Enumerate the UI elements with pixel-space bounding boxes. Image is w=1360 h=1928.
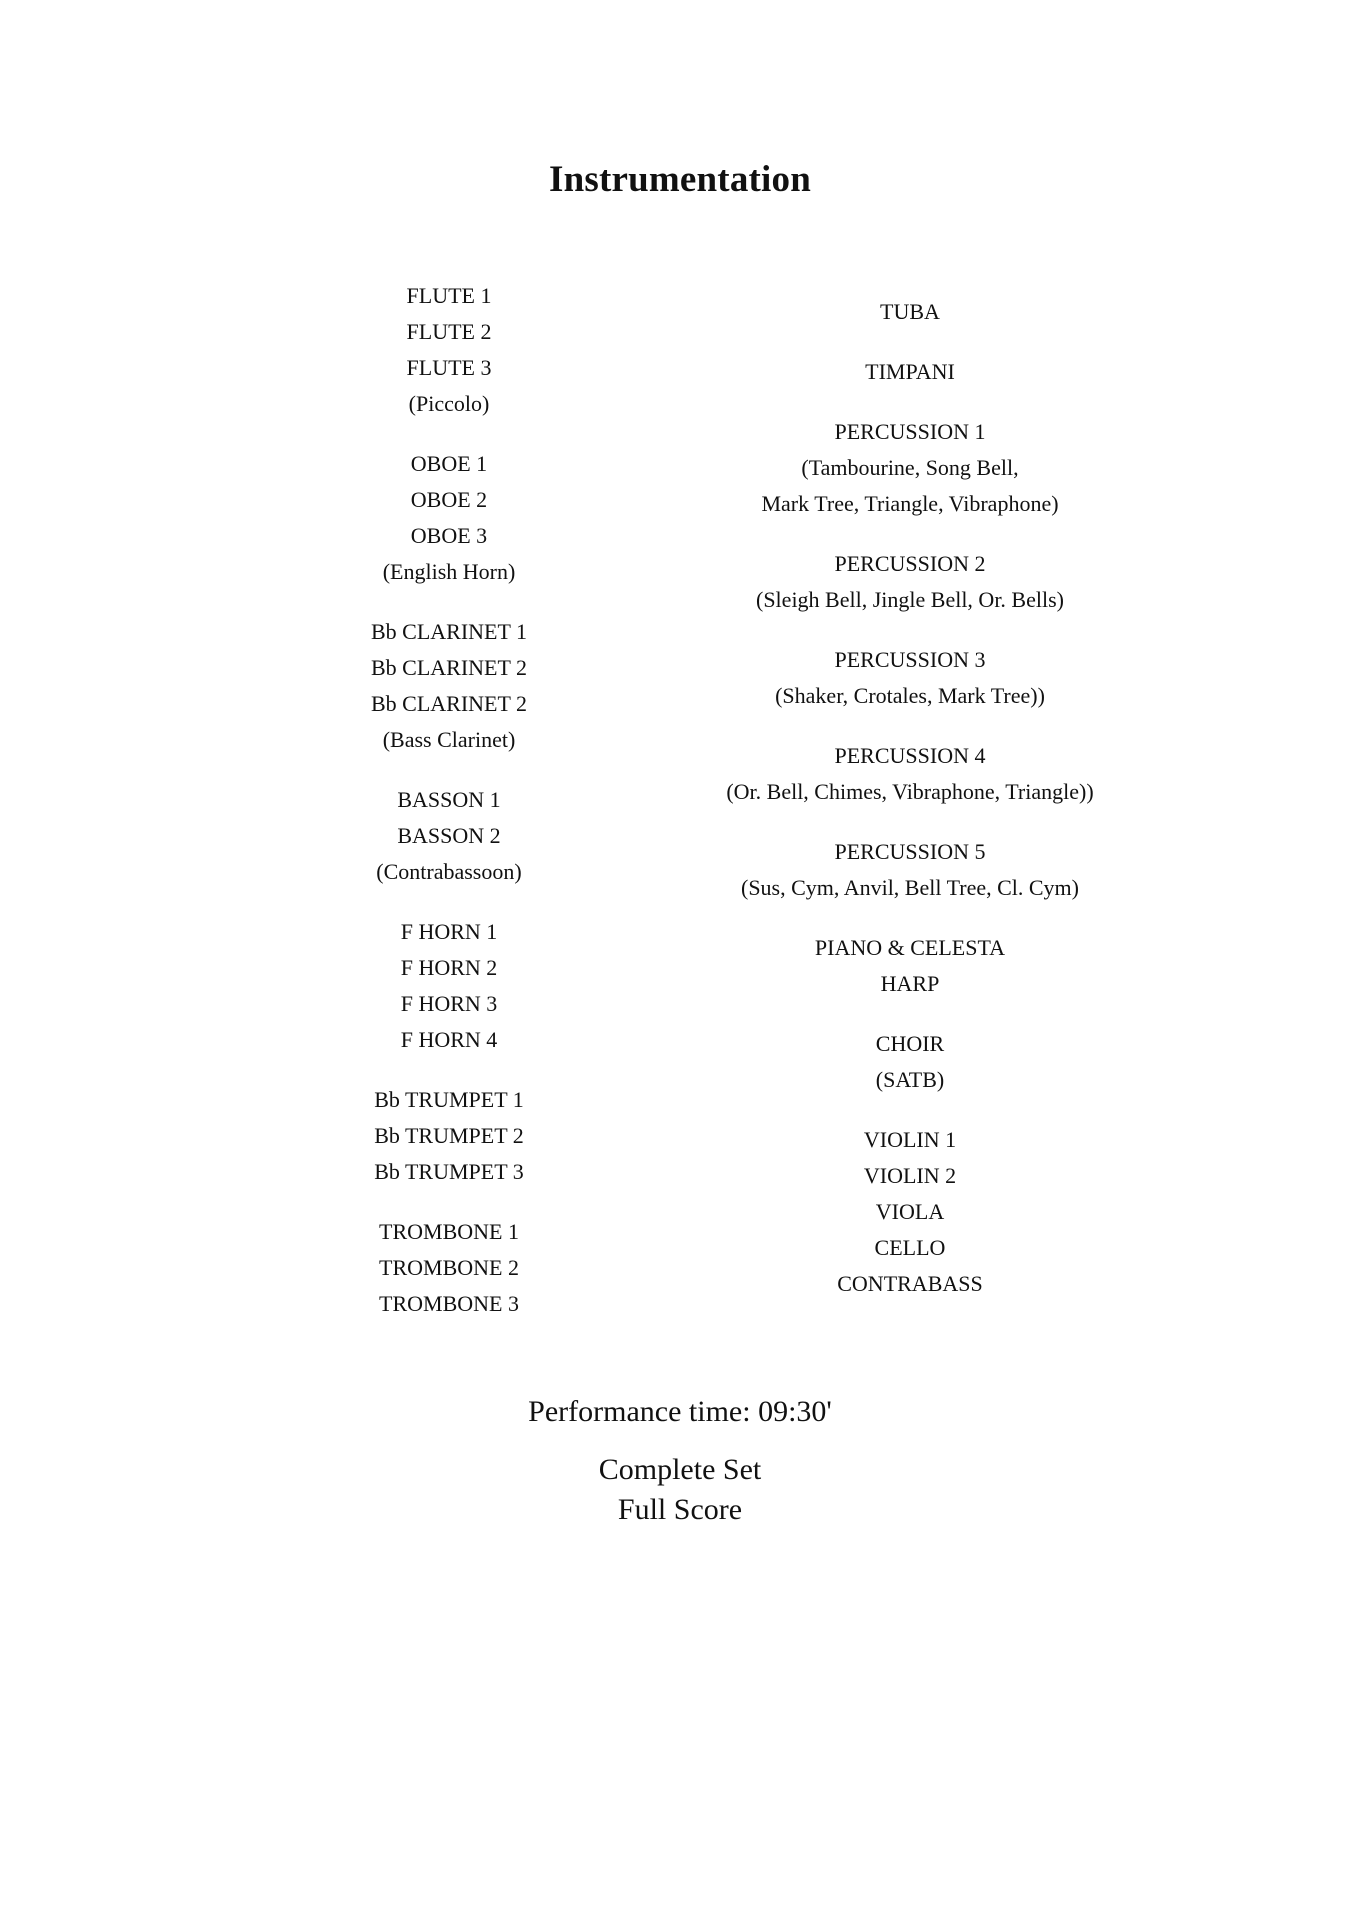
page-title: Instrumentation (548, 159, 812, 200)
instrument-list-right (650, 294, 1170, 1326)
instrument-line: VIOLIN 2 (863, 1163, 957, 1188)
instrument-line: OBOE 3 (410, 523, 488, 548)
instrument-list-left (299, 278, 599, 1346)
instrument-line: CONTRABASS (837, 1271, 983, 1296)
instrument-group-keyboards (650, 930, 1170, 1002)
instrument-line: CHOIR (875, 1031, 945, 1056)
instrument-line: BASSON 2 (397, 823, 501, 848)
instrument-line: Bb TRUMPET 3 (374, 1159, 524, 1184)
instrument-line: PERCUSSION 3 (834, 647, 986, 672)
score-set-label (0, 1450, 1360, 1530)
instrument-line: (Bass Clarinet) (382, 727, 516, 752)
instrument-line: TIMPANI (865, 359, 955, 384)
instrument-line: F HORN 3 (400, 991, 498, 1016)
instrument-line: PERCUSSION 2 (834, 551, 986, 576)
instrument-group-bassoons (299, 782, 599, 890)
instrument-line: BASSON 1 (397, 787, 501, 812)
instrument-line: (Piccolo) (408, 391, 490, 416)
instrument-group-choir (650, 1026, 1170, 1098)
instrument-line: (Shaker, Crotales, Mark Tree)) (775, 683, 1045, 708)
instrument-group-clarinets (299, 614, 599, 758)
instrument-line: PIANO & CELESTA (814, 935, 1006, 960)
full-score-text: Full Score (617, 1493, 743, 1526)
instrument-line: F HORN 1 (400, 919, 498, 944)
instrument-line: (SATB) (875, 1067, 945, 1092)
instrument-line: TROMBONE 3 (379, 1291, 519, 1316)
instrument-line: VIOLA (875, 1199, 945, 1224)
instrument-line: (Or. Bell, Chimes, Vibraphone, Triangle)) (726, 779, 1094, 804)
instrument-line: Bb CLARINET 1 (370, 619, 528, 644)
instrument-group-percussion-2 (650, 546, 1170, 618)
instrument-group-oboes (299, 446, 599, 590)
instrument-line: Mark Tree, Triangle, Vibraphone) (761, 491, 1059, 516)
performance-time: Performance time: 09:30' (528, 1395, 832, 1428)
instrument-group-horns (299, 914, 599, 1058)
instrument-group-tuba (650, 294, 1170, 330)
instrument-line: (Sus, Cym, Anvil, Bell Tree, Cl. Cym) (741, 875, 1079, 900)
instrument-line: TROMBONE 2 (379, 1255, 519, 1280)
instrument-line: OBOE 2 (410, 487, 488, 512)
instrument-line: CELLO (874, 1235, 946, 1260)
instrument-line: TROMBONE 1 (379, 1219, 519, 1244)
instrument-line: TUBA (880, 299, 940, 324)
instrument-group-timpani (650, 354, 1170, 390)
instrument-line: PERCUSSION 1 (834, 419, 986, 444)
instrument-line: PERCUSSION 5 (834, 839, 986, 864)
instrument-group-percussion-1 (650, 414, 1170, 522)
instrument-line: VIOLIN 1 (863, 1127, 957, 1152)
instrument-group-flutes (299, 278, 599, 422)
complete-set-text: Complete Set (598, 1453, 762, 1486)
instrument-line: (English Horn) (382, 559, 516, 584)
instrument-group-strings (650, 1122, 1170, 1302)
instrument-line: PERCUSSION 4 (834, 743, 986, 768)
instrument-line: Bb CLARINET 2 (370, 655, 528, 680)
instrument-line: FLUTE 1 (406, 283, 492, 308)
instrument-line: Bb CLARINET 2 (370, 691, 528, 716)
instrument-group-trumpets (299, 1082, 599, 1190)
instrument-line: FLUTE 2 (406, 319, 492, 344)
instrument-line: (Sleigh Bell, Jingle Bell, Or. Bells) (756, 587, 1064, 612)
instrument-line: (Contrabassoon) (376, 859, 522, 884)
instrument-line: OBOE 1 (410, 451, 488, 476)
instrument-group-percussion-4 (650, 738, 1170, 810)
instrument-line: (Tambourine, Song Bell, (801, 455, 1019, 480)
instrument-line: Bb TRUMPET 2 (374, 1123, 524, 1148)
instrument-line: HARP (880, 971, 940, 996)
instrument-group-trombones (299, 1214, 599, 1322)
instrument-group-percussion-3 (650, 642, 1170, 714)
instrument-line: Bb TRUMPET 1 (374, 1087, 524, 1112)
instrument-line: FLUTE 3 (406, 355, 492, 380)
instrument-group-percussion-5 (650, 834, 1170, 906)
instrument-line: F HORN 4 (400, 1027, 498, 1052)
instrument-line: F HORN 2 (400, 955, 498, 980)
